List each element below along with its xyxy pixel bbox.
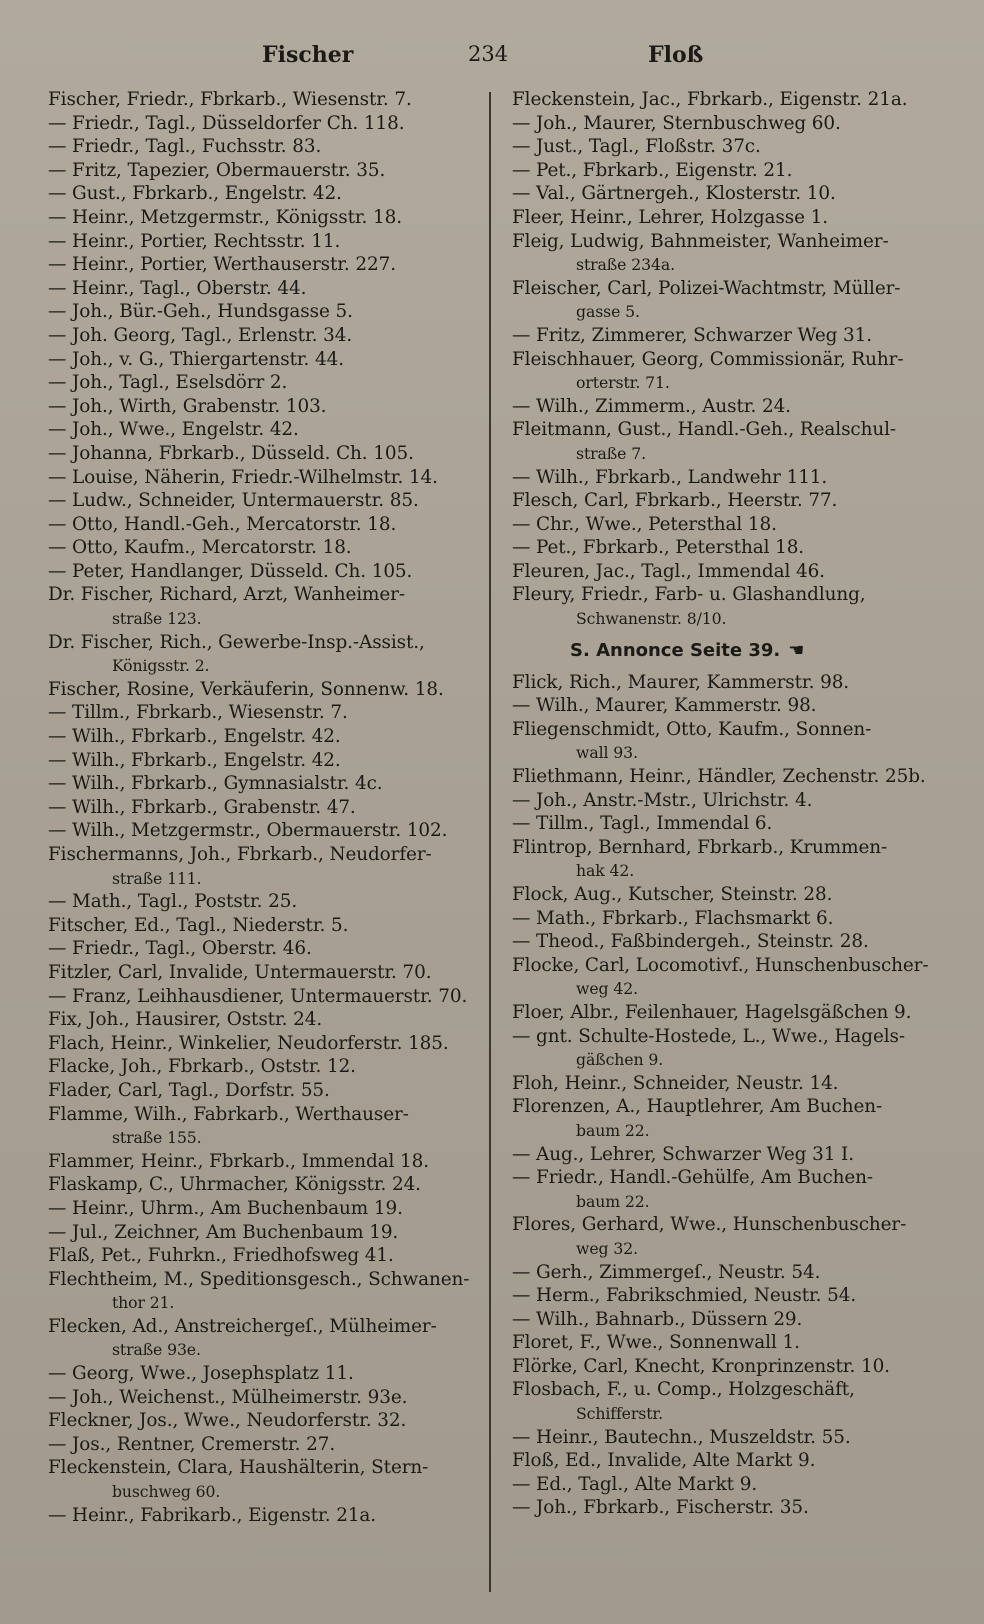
entry-continuation: straße 234a. [576,255,676,275]
annonce-text: S. Annonce Seite 39. [570,639,781,661]
directory-entry: — Gust., Fbrkarb., Engelstr. 42. [48,183,342,205]
pointing-hand-icon: ☚ [788,639,805,661]
entry-continuation: wall 93. [576,743,638,763]
directory-entry: — Friedr., Tagl., Fuchsstr. 83. [48,136,322,158]
page-header [0,36,984,76]
directory-entry: — Joh., Bür.-Geh., Hundsgasse 5. [48,301,353,323]
directory-entry: — Wilh., Fbrkarb., Engelstr. 42. [48,726,341,748]
directory-entry: — Heinr., Portier, Rechtsstr. 11. [48,230,341,252]
entry-continuation: orterstr. 71. [576,373,670,393]
entry-continuation: straße 155. [112,1128,202,1148]
right-column [512,88,948,1520]
directory-entry: Florenzen, A., Hauptlehrer, Am Buchen- [512,1096,883,1118]
entry-continuation: hak 42. [576,861,635,881]
entry-continuation: straße 93e. [112,1340,201,1360]
directory-entry: — Wilh., Maurer, Kammerstr. 98. [512,695,817,717]
directory-entry: — Friedr., Tagl., Oberstr. 46. [48,938,312,960]
directory-entry: — Jos., Rentner, Cremerstr. 27. [48,1433,336,1455]
entry-continuation: straße 123. [112,609,202,629]
directory-entry: — Wilh., Fbrkarb., Engelstr. 42. [48,749,341,771]
directory-entry: — Wilh., Zimmerm., Austr. 24. [512,395,791,417]
directory-entry: Fitscher, Ed., Tagl., Niederstr. 5. [48,914,349,936]
directory-entry: — Val., Gärtnergeh., Klosterstr. 10. [512,183,836,205]
directory-entry: — Heinr., Portier, Werthauserstr. 227. [48,254,396,276]
directory-entry: Flores, Gerhard, Wwe., Hunschenbuscher- [512,1214,907,1236]
directory-entry: — Wilh., Fbrkarb., Landwehr 111. [512,466,828,488]
directory-entry: Fix, Joh., Hausirer, Oststr. 24. [48,1009,323,1031]
directory-entry: Flecken, Ad., Anstreichergeſ., Mülheimer- [48,1315,437,1337]
directory-entry: — Joh., v. G., Thiergartenstr. 44. [48,348,344,370]
entry-continuation: straße 7. [576,443,647,463]
directory-entry: Flörke, Carl, Knecht, Kronprinzenstr. 10. [512,1355,890,1377]
directory-entry: Fliethmann, Heinr., Händler, Zechenstr. 25b. [512,766,926,788]
directory-entry: — Joh., Wirth, Grabenstr. 103. [48,395,327,417]
directory-entry: Fleury, Friedr., Farb- u. Glashandlung, [512,584,866,606]
directory-entry: Flaß, Pet., Fuhrkn., Friedhofsweg 41. [48,1245,394,1267]
directory-entry: Fischermanns, Joh., Fbrkarb., Neudorfer- [48,844,432,865]
directory-entry: — Heinr., Uhrm., Am Buchenbaum 19. [48,1197,403,1219]
directory-entry: Fleuren, Jac., Tagl., Immendal 46. [512,560,825,582]
directory-entry: — Friedr., Tagl., Düsseldorfer Ch. 118. [48,112,405,134]
directory-entry: — Math., Fbrkarb., Flachsmarkt 6. [512,907,834,929]
directory-entry: Flintrop, Bernhard, Fbrkarb., Krummen- [512,836,888,858]
directory-entry: Fliegenschmidt, Otto, Kaufm., Sonnen- [512,718,872,740]
directory-entry: — Wilh., Bahnarb., Düssern 29. [512,1308,803,1330]
directory-entry: Fleischhauer, Georg, Commissionär, Ruhr- [512,348,904,370]
directory-entry: — Joh., Maurer, Sternbuschweg 60. [512,112,841,134]
directory-entry: Fleer, Heinr., Lehrer, Holzgasse 1. [512,206,828,228]
directory-entry: — gnt. Schulte-Hostede, L., Wwe., Hagels- [512,1025,905,1047]
directory-entry: — Joh., Weichenst., Mülheimerstr. 93e. [48,1386,408,1408]
entry-continuation: gasse 5. [576,302,640,322]
right-column-top [512,88,948,631]
directory-entry: Fitzler, Carl, Invalide, Untermauerstr. 70. [48,961,432,983]
directory-entry: Flesch, Carl, Fbrkarb., Heerstr. 77. [512,490,838,512]
directory-entry: — Peter, Handlanger, Düsseld. Ch. 105. [48,560,413,582]
directory-entry: — Fritz, Zimmerer, Schwarzer Weg 31. [512,324,872,346]
entry-continuation: Schifferstr. [576,1404,663,1424]
directory-entry: — Ludw., Schneider, Untermauerstr. 85. [48,490,419,512]
directory-entry: — Just., Tagl., Floßstr. 37c. [512,136,761,158]
directory-entry: — Joh., Fbrkarb., Fischerstr. 35. [512,1497,809,1519]
directory-entry: Flocke, Carl, Locomotivf., Hunschenbuscher- [512,954,929,976]
directory-entry: — Otto, Kaufm., Mercatorstr. 18. [48,537,352,559]
directory-entry: — Jul., Zeichner, Am Buchenbaum 19. [48,1221,399,1243]
directory-entry: Fleckner, Jos., Wwe., Neudorferstr. 32. [48,1410,407,1432]
entry-continuation: Schwanenstr. 8/10. [576,609,727,629]
directory-entry: — Joh., Tagl., Eselsdörr 2. [48,372,288,394]
directory-entry: — Chr., Wwe., Petersthal 18. [512,513,777,535]
directory-entry: — Wilh., Metzgermstr., Obermauerstr. 102. [48,820,448,842]
directory-entry: Flacke, Joh., Fbrkarb., Oststr. 12. [48,1056,356,1078]
directory-entry: — Pet., Fbrkarb., Eigenstr. 21. [512,159,793,181]
annonce-notice [512,631,948,671]
directory-entry: — Joh., Anstr.-Mstr., Ulrichstr. 4. [512,789,813,811]
entry-continuation: thor 21. [112,1293,175,1313]
left-column [48,88,476,1527]
directory-entry: — Heinr., Fabrikarb., Eigenstr. 21a. [48,1504,377,1526]
directory-entry: — Joh. Georg, Tagl., Erlenstr. 34. [48,324,353,346]
directory-entry: Fleischer, Carl, Polizei-Wachtmstr, Müller- [512,277,901,299]
directory-entry: — Johanna, Fbrkarb., Düsseld. Ch. 105. [48,442,414,464]
directory-entry: — Aug., Lehrer, Schwarzer Weg 31 I. [512,1143,854,1165]
directory-entry: Fischer, Friedr., Fbrkarb., Wiesenstr. 7. [48,89,412,110]
directory-entry: Dr. Fischer, Richard, Arzt, Wanheimer- [48,584,405,606]
entry-continuation: baum 22. [576,1191,650,1211]
directory-entry: — Georg, Wwe., Josephsplatz 11. [48,1363,354,1385]
directory-entry: — Fritz, Tapezier, Obermauerstr. 35. [48,159,386,181]
directory-entry: — Friedr., Handl.-Gehülfe, Am Buchen- [512,1167,874,1189]
directory-entry: Floß, Ed., Invalide, Alte Markt 9. [512,1450,816,1472]
directory-entry: — Otto, Handl.-Geh., Mercatorstr. 18. [48,513,397,535]
entry-continuation: baum 22. [576,1120,650,1140]
entry-continuation: straße 111. [112,868,202,888]
right-column-bottom [512,671,948,1520]
entry-continuation: weg 32. [576,1238,638,1258]
entry-continuation: weg 42. [576,979,638,999]
directory-entry: Floh, Heinr., Schneider, Neustr. 14. [512,1072,839,1094]
directory-entry: Flaskamp, C., Uhrmacher, Königsstr. 24. [48,1174,421,1196]
directory-entry: Fleckenstein, Clara, Haushälterin, Stern- [48,1457,429,1479]
directory-entry: Flock, Aug., Kutscher, Steinstr. 28. [512,884,833,905]
header-left-keyword: Fischer [262,42,354,68]
column-divider [489,92,491,1592]
directory-entry: Flammer, Heinr., Fbrkarb., Immendal 18. [48,1150,429,1172]
directory-entry: — Tillm., Tagl., Immendal 6. [512,813,773,835]
directory-entry: Flader, Carl, Tagl., Dorfstr. 55. [48,1079,330,1101]
directory-entry: Flosbach, F., u. Comp., Holzgeschäft, [512,1379,855,1401]
directory-entry: — Theod., Faßbindergeh., Steinstr. 28. [512,931,869,953]
directory-entry: Fleitmann, Gust., Handl.-Geh., Realschul- [512,419,896,441]
directory-entry: — Joh., Wwe., Engelstr. 42. [48,419,299,441]
directory-entry: — Wilh., Fbrkarb., Grabenstr. 47. [48,796,356,818]
page-number: 234 [468,42,509,66]
directory-entry: — Math., Tagl., Poststr. 25. [48,891,298,913]
entry-continuation: gäßchen 9. [576,1050,664,1070]
directory-entry: — Tillm., Fbrkarb., Wiesenstr. 7. [48,702,348,724]
directory-entry: Flamme, Wilh., Fabrkarb., Werthauser- [48,1103,409,1125]
directory-entry: Dr. Fischer, Rich., Gewerbe-Insp.-Assist., [48,631,425,653]
directory-entry: — Gerh., Zimmergeſ., Neustr. 54. [512,1261,821,1283]
entry-continuation: buschweg 60. [112,1482,221,1502]
directory-entry: Floer, Albr., Feilenhauer, Hagelsgäßchen 9. [512,1001,912,1023]
directory-entry: Fleckenstein, Jac., Fbrkarb., Eigenstr. 21a. [512,89,908,110]
directory-entry: — Heinr., Metzgermstr., Königsstr. 18. [48,206,402,228]
header-right-keyword: Floß [648,42,704,68]
directory-entry: Fleig, Ludwig, Bahnmeister, Wanheimer- [512,230,889,252]
directory-entry: — Louise, Näherin, Friedr.-Wilhelmstr. 14. [48,466,438,488]
directory-entry: — Herm., Fabrikschmied, Neustr. 54. [512,1285,857,1307]
directory-entry: Floret, F., Wwe., Sonnenwall 1. [512,1332,800,1354]
directory-entry: — Ed., Tagl., Alte Markt 9. [512,1473,758,1495]
directory-entry: Flick, Rich., Maurer, Kammerstr. 98. [512,671,850,693]
directory-entry: — Pet., Fbrkarb., Petersthal 18. [512,537,805,559]
directory-entry: — Franz, Leihhausdiener, Untermauerstr. 70. [48,985,468,1007]
directory-entry: Flechtheim, M., Speditionsgesch., Schwanen- [48,1268,470,1290]
entry-continuation: Königsstr. 2. [112,656,210,676]
directory-entry: — Heinr., Bautechn., Muszeldstr. 55. [512,1426,851,1448]
directory-entry: — Heinr., Tagl., Oberstr. 44. [48,277,307,299]
directory-entry: Flach, Heinr., Winkelier, Neudorferstr. 185. [48,1032,449,1054]
directory-entry: Fischer, Rosine, Verkäuferin, Sonnenw. 18. [48,678,444,700]
directory-entry: — Wilh., Fbrkarb., Gymnasialstr. 4c. [48,773,383,795]
